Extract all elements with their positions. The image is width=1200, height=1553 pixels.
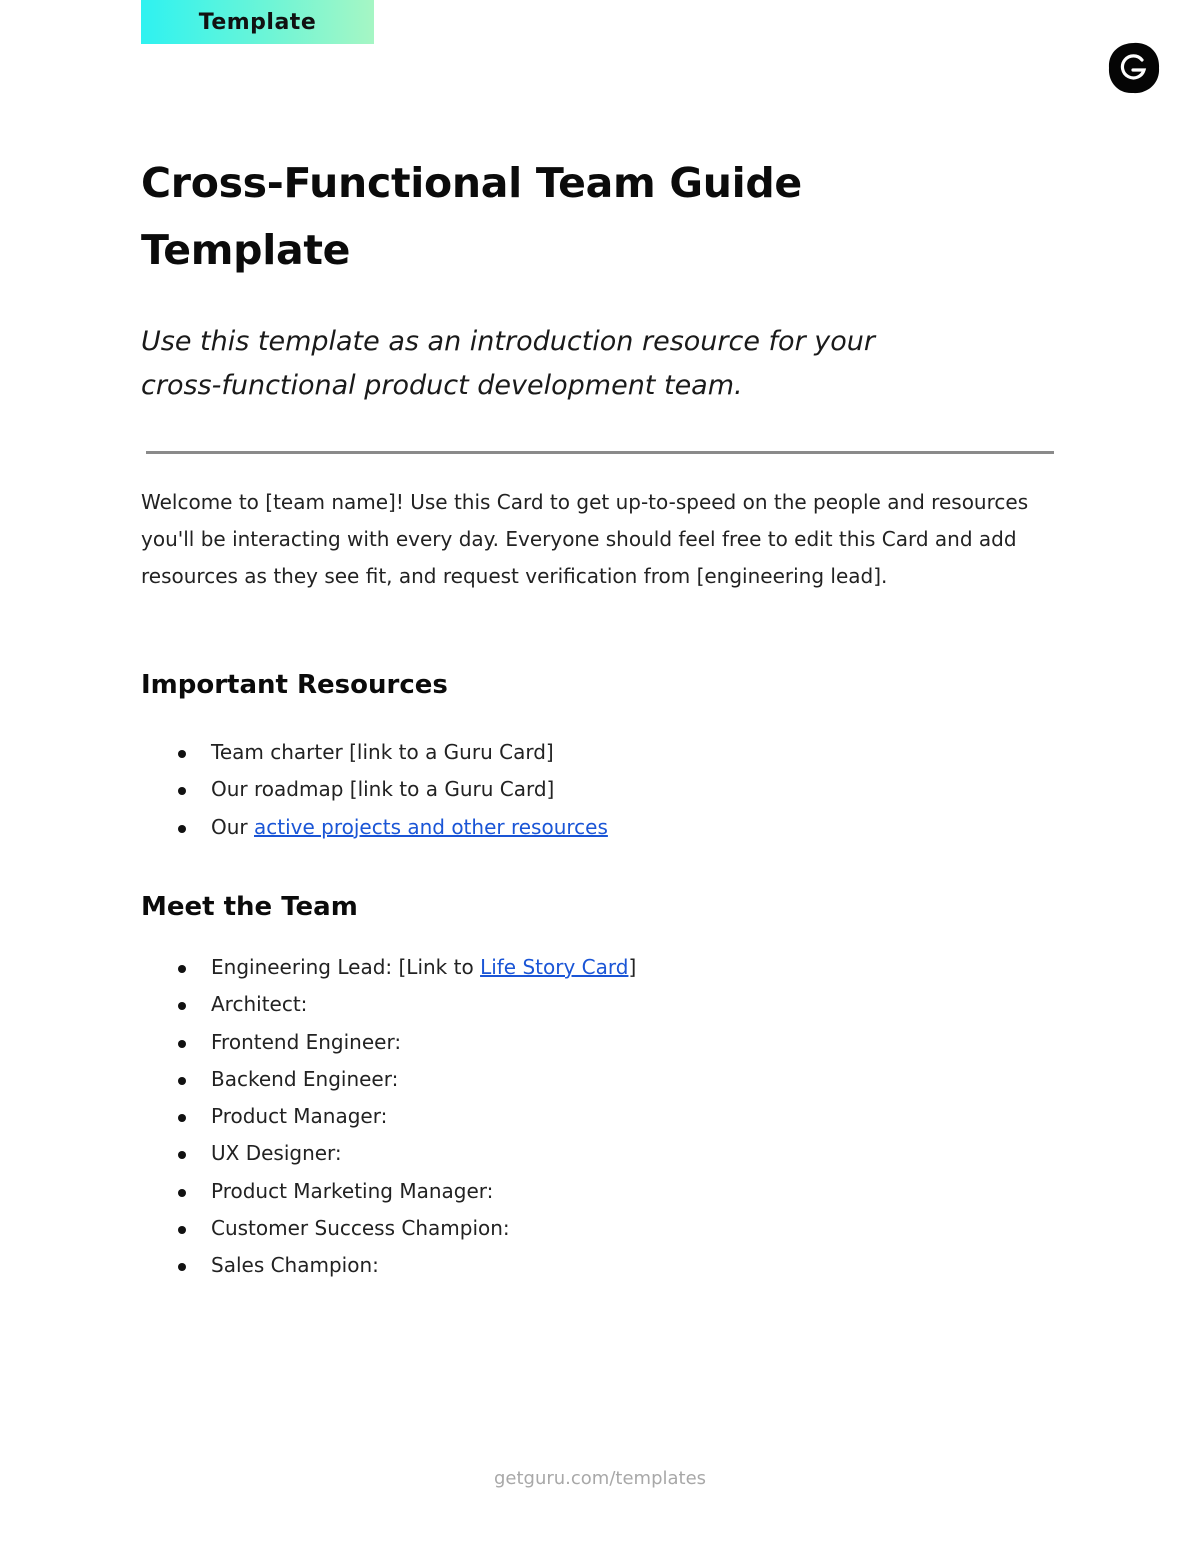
team-role-pmm: Product Marketing Manager: [211,1178,494,1203]
list-item [141,1098,636,1135]
team-heading: Meet the Team [141,892,358,922]
list-item [141,1247,636,1284]
team-list [141,949,636,1285]
bullet-icon [178,787,186,795]
resource-item-text: Our roadmap [link to a Guru Card] [211,777,555,802]
resource-item-prefix: Our [211,814,254,839]
page-title [141,150,1041,284]
team-role-product-manager: Product Manager: [211,1104,388,1129]
list-item [141,986,636,1023]
team-role-sales-champion: Sales Champion: [211,1253,379,1278]
list-item [141,1024,636,1061]
bullet-icon [178,1114,186,1122]
team-role-architect: Architect: [211,992,308,1017]
bullet-icon [178,1040,186,1048]
life-story-card-link[interactable]: Life Story Card [480,955,629,979]
team-item-suffix: ] [628,955,637,979]
page-subtitle-line-2: cross-functional product development team. [141,370,743,401]
bullet-icon [178,1263,186,1271]
list-item [141,734,608,771]
team-role-ux-designer: UX Designer: [211,1141,342,1166]
bullet-icon [178,965,186,973]
guru-logo-icon[interactable] [1107,41,1161,95]
page-subtitle [141,320,1021,408]
page-title-line-2: Template [141,226,351,274]
template-tag [141,0,374,44]
bullet-icon [178,1002,186,1010]
bullet-icon [178,1151,186,1159]
list-item [141,771,608,808]
resource-item-text: Team charter [link to a Guru Card] [211,740,554,764]
resources-heading: Important Resources [141,670,448,700]
page-title-line-1: Cross-Functional Team Guide [141,159,802,207]
bullet-icon [178,825,186,833]
team-role-frontend: Frontend Engineer: [211,1029,402,1054]
bullet-icon [178,1189,186,1197]
list-item [141,1135,636,1172]
bullet-icon [178,750,186,758]
list-item [141,809,608,846]
bullet-icon [178,1226,186,1234]
team-role-cs-champion: Customer Success Champion: [211,1216,510,1241]
intro-paragraph: Welcome to [team name]! Use this Card to get up-to-speed on the people and resources you'll be interacting with every day. Everyone should feel free to edit this Card and add resources as they see fit, and request verification from [engineering lead]. [141,490,1029,588]
template-tag-label: Template [198,9,317,35]
divider [146,451,1054,454]
list-item [141,949,636,986]
page-subtitle-line-1: Use this template as an introduction resource for your [141,326,875,357]
bullet-icon [178,1077,186,1085]
team-role-backend: Backend Engineer: [211,1066,399,1091]
list-item [141,1061,636,1098]
active-projects-link[interactable]: active projects and other resources [254,814,608,839]
list-item [141,1173,636,1210]
team-item-prefix: Engineering Lead: [Link to [211,955,481,979]
list-item [141,1210,636,1247]
footer-url: getguru.com/templates [493,1468,707,1489]
resources-list [141,734,608,846]
